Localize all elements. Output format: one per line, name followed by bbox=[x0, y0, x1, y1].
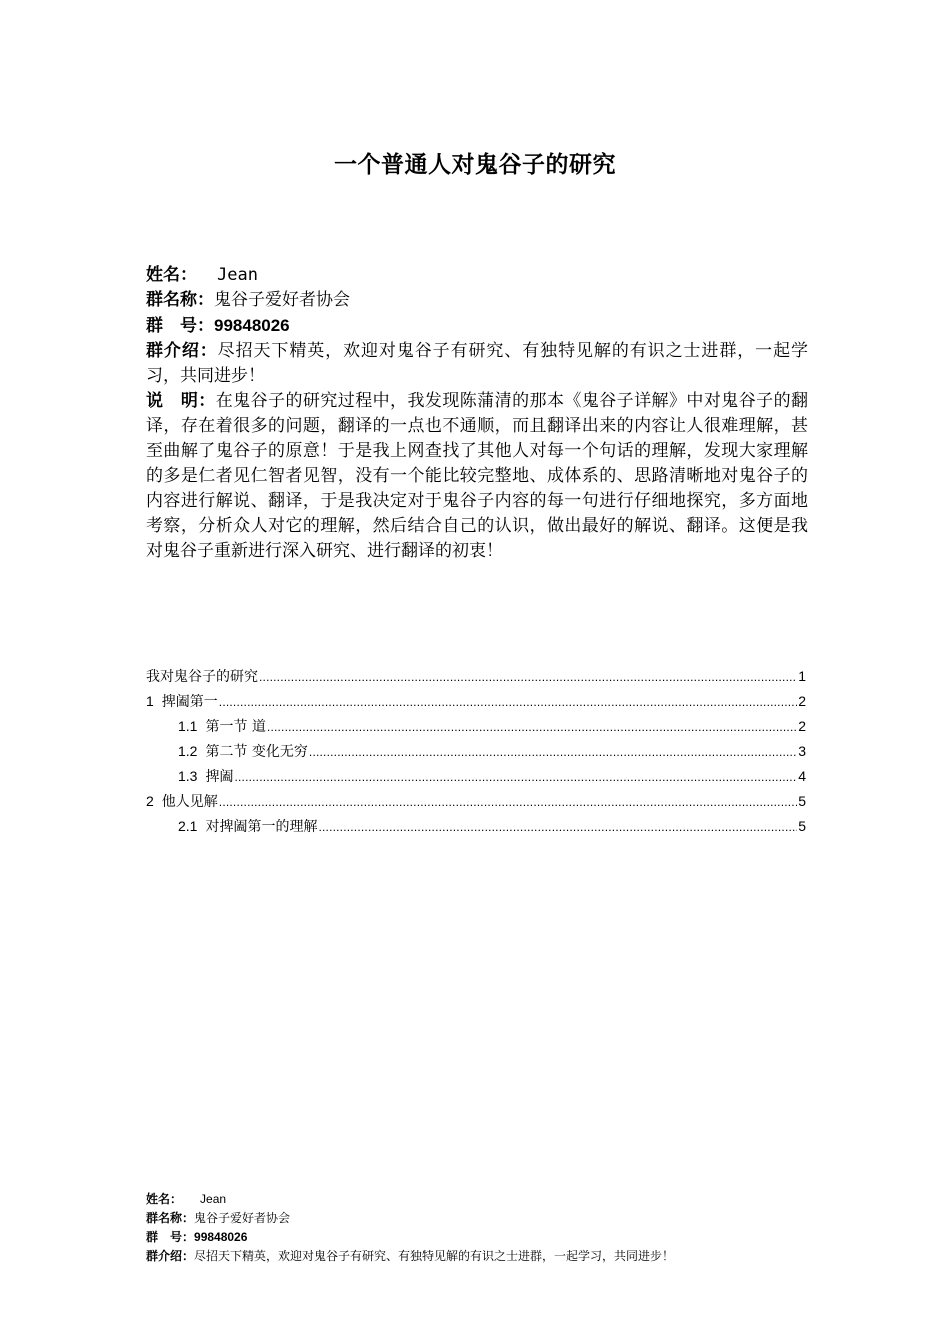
toc-entry-number: 1.1 bbox=[178, 718, 198, 734]
toc-entry[interactable] bbox=[146, 739, 806, 764]
toc-entry-number: 1 bbox=[146, 693, 154, 709]
description-row bbox=[146, 389, 808, 564]
toc-entry-page: 5 bbox=[798, 818, 806, 834]
toc-entry-page: 1 bbox=[798, 668, 806, 684]
toc-entry-number: 1.2 bbox=[178, 743, 198, 759]
document-title: 一个普通人对鬼谷子的研究 bbox=[334, 151, 616, 178]
description-label: 说 明： bbox=[146, 391, 216, 411]
footer-group-name-value: 鬼谷子爱好者协会 bbox=[194, 1211, 291, 1225]
toc-leader-dots bbox=[309, 740, 797, 765]
toc-entry[interactable] bbox=[146, 664, 806, 689]
group-name-label: 群名称： bbox=[146, 290, 214, 310]
group-number-label: 群 号： bbox=[146, 316, 214, 336]
table-of-contents bbox=[146, 664, 806, 839]
toc-entry-page: 2 bbox=[798, 718, 806, 734]
toc-entry-title: 他人见解 bbox=[161, 794, 218, 810]
toc-entry[interactable] bbox=[146, 764, 806, 789]
toc-leader-dots bbox=[259, 665, 797, 690]
toc-entry[interactable] bbox=[146, 689, 806, 714]
footer-group-name-label: 群名称： bbox=[146, 1211, 195, 1225]
toc-entry-page: 5 bbox=[798, 793, 806, 809]
group-name-value: 鬼谷子爱好者协会 bbox=[214, 290, 350, 310]
toc-entry-title: 第二节 变化无穷 bbox=[205, 744, 308, 760]
toc-entry-number: 2 bbox=[146, 793, 154, 809]
footer-group-name-row bbox=[146, 1209, 846, 1228]
footer-group-number-label: 群 号： bbox=[146, 1230, 195, 1244]
group-name-row bbox=[146, 288, 808, 313]
toc-entry-number: 2.1 bbox=[178, 818, 198, 834]
footer-group-intro-row bbox=[146, 1247, 846, 1266]
toc-entry-title: 第一节 道 bbox=[205, 719, 266, 735]
toc-leader-dots bbox=[234, 765, 797, 790]
footer-group-number-value: 99848026 bbox=[194, 1230, 248, 1244]
toc-entry-title: 对捭阖第一的理解 bbox=[205, 819, 318, 835]
toc-entry-title: 捭阖第一 bbox=[161, 694, 218, 710]
info-block bbox=[146, 263, 808, 564]
toc-entry-number: 1.3 bbox=[178, 768, 198, 784]
footer-name-row bbox=[146, 1190, 846, 1209]
toc-leader-dots bbox=[219, 690, 797, 715]
toc-entry-page: 3 bbox=[798, 743, 806, 759]
toc-entry[interactable] bbox=[146, 814, 806, 839]
group-intro-row bbox=[146, 339, 808, 389]
description-value: 在鬼谷子的研究过程中，我发现陈蒲清的那本《鬼谷子详解》中对鬼谷子的翻译，存在着很多的问题，翻译的一点也不通顺，而且翻译出来的内容让人很难理解，甚至曲解了鬼谷子的原意！于是我上网查找了其他人对每一个句话的理解，发现大家理解的多是仁者见仁智者见智，没有一个能比较完整地、成体系的、思路清晰地对鬼谷子的内容进行解说、翻译，于是我决定对于鬼谷子内容的每一句进行仔细地探究，多方面地考察，分析众人对它的理解，然后结合自己的认识，做出最好的解说、翻译。这便是我对鬼谷子重新进行深入研究、进行翻译的初衷！ bbox=[146, 391, 809, 561]
toc-leader-dots bbox=[267, 715, 797, 740]
page-footer bbox=[146, 1190, 846, 1266]
toc-entry-page: 2 bbox=[798, 693, 806, 709]
group-intro-label: 群介绍： bbox=[146, 341, 218, 361]
name-label: 姓名： bbox=[146, 265, 197, 285]
footer-group-intro-label: 群介绍： bbox=[146, 1249, 195, 1263]
group-number-row bbox=[146, 313, 808, 339]
group-number-value: 99848026 bbox=[214, 316, 290, 335]
toc-entry-page: 4 bbox=[798, 768, 806, 784]
toc-entry[interactable] bbox=[146, 714, 806, 739]
toc-entry[interactable] bbox=[146, 789, 806, 814]
name-value: Jean bbox=[217, 265, 258, 285]
footer-name-value: Jean bbox=[200, 1192, 227, 1206]
group-intro-value: 尽招天下精英，欢迎对鬼谷子有研究、有独特见解的有识之士进群，一起学习，共同进步！ bbox=[146, 341, 809, 386]
toc-leader-dots bbox=[318, 815, 797, 840]
toc-entry-title: 我对鬼谷子的研究 bbox=[146, 669, 258, 685]
name-row bbox=[146, 263, 808, 288]
footer-name-label: 姓名： bbox=[146, 1192, 183, 1206]
toc-entry-title: 捭阖 bbox=[205, 769, 234, 785]
footer-group-intro-value: 尽招天下精英，欢迎对鬼谷子有研究、有独特见解的有识之士进群，一起学习，共同进步！ bbox=[194, 1249, 675, 1263]
footer-group-number-row bbox=[146, 1228, 846, 1247]
toc-leader-dots bbox=[219, 790, 797, 815]
